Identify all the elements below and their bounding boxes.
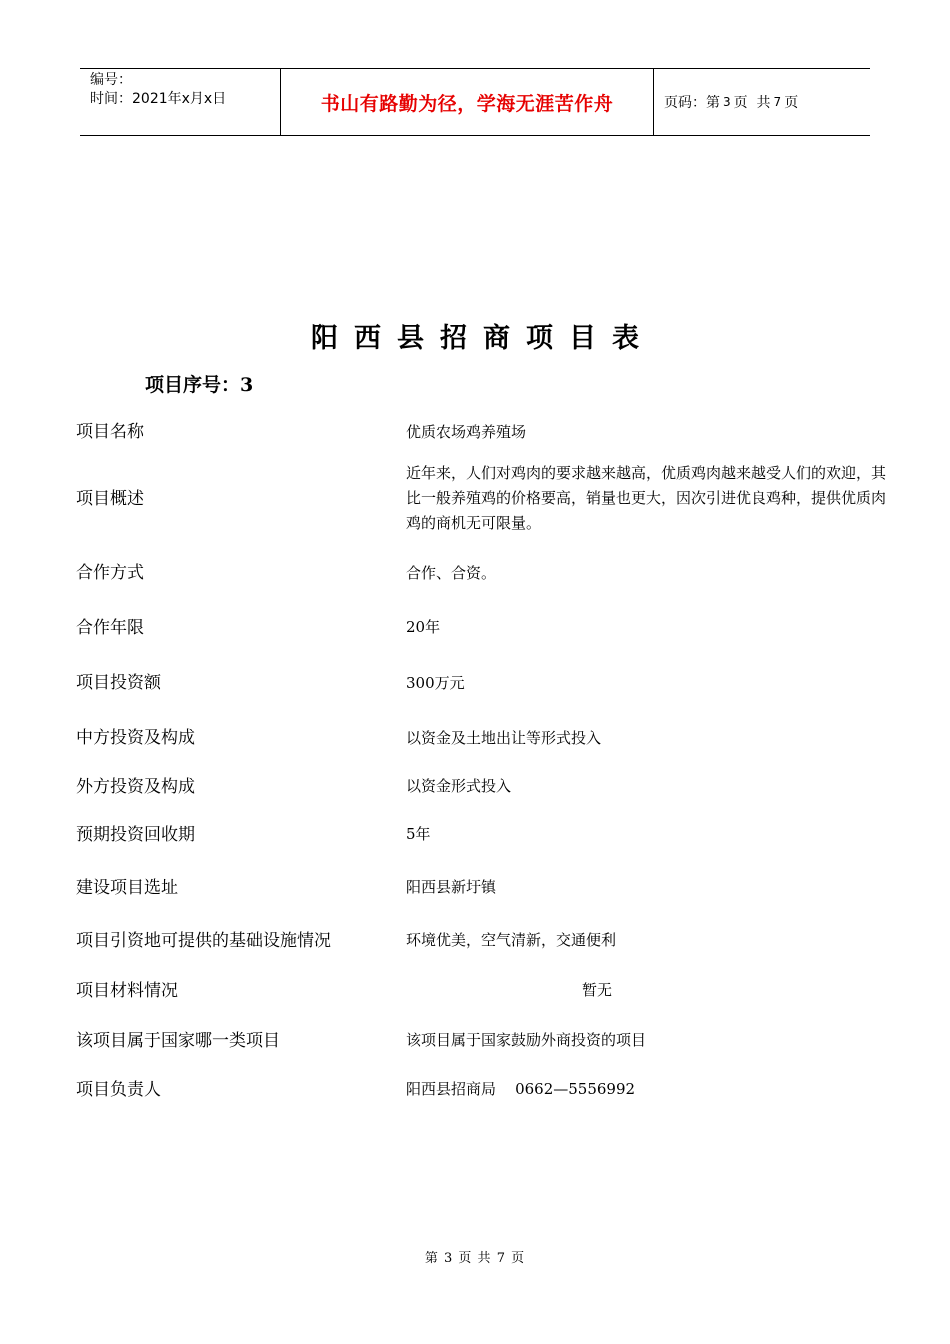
header-page-cell [654, 69, 870, 135]
serial-number-label: 编号： [90, 72, 132, 88]
row-label-infrastructure: 项目引资地可提供的基础设施情况 [76, 931, 331, 951]
row-label-project-category: 该项目属于国家哪一类项目 [76, 1031, 280, 1051]
row-value-chinese-investment: 以资金及土地出让等形式投入 [406, 729, 602, 747]
header-motto-cell [281, 69, 654, 135]
row-label-project-overview: 项目概述 [76, 489, 144, 509]
row-value-cooperation-term: 20年 [406, 618, 441, 636]
row-label-project-name: 项目名称 [76, 422, 144, 442]
page-mid-text: 页 共 [733, 95, 771, 111]
row-value-person-in-charge: 阳西县招商局 0662—5556992 [406, 1080, 636, 1098]
row-value-payback-period: 5年 [406, 825, 431, 843]
row-value-infrastructure: 环境优美，空气清新，交通便利 [406, 931, 617, 949]
row-label-payback-period: 预期投资回收期 [76, 825, 195, 845]
row-value-cooperation-mode: 合作、合资。 [406, 564, 497, 582]
row-value-project-name: 优质农场鸡养殖场 [406, 423, 527, 441]
page-header [80, 68, 870, 136]
project-serial: 项目序号：3 [145, 374, 254, 396]
row-label-project-site: 建设项目选址 [76, 878, 178, 898]
row-label-investment-amount: 项目投资额 [76, 673, 161, 693]
row-label-cooperation-term: 合作年限 [76, 618, 144, 638]
page-footer: 第 3 页 共 7 页 [424, 1251, 526, 1266]
row-label-cooperation-mode: 合作方式 [76, 563, 144, 583]
page-current-number: 3 [723, 95, 731, 109]
row-value-materials: 暂无 [582, 981, 613, 999]
motto-text: 书山有路勤为径，学海无涯苦作舟 [320, 92, 614, 115]
row-label-chinese-investment: 中方投资及构成 [76, 728, 195, 748]
row-label-person-in-charge: 项目负责人 [76, 1080, 161, 1100]
row-value-project-site: 阳西县新圩镇 [406, 878, 497, 896]
page-total-number: 7 [773, 95, 782, 109]
row-value-project-overview: 近年来，人们对鸡肉的要求越来越高，优质鸡肉越来越受人们的欢迎，其比一般养殖鸡的价格要高，销量也更大，因次引进优良鸡种，提供优质肉鸡的商机无可限量。 [406, 464, 887, 532]
page-suffix: 页 [784, 95, 799, 111]
document-title: 阳西县招商项目表 [311, 323, 655, 354]
page-prefix: 页码：第 [664, 95, 720, 111]
row-label-materials: 项目材料情况 [76, 981, 178, 1001]
row-value-project-category: 该项目属于国家鼓励外商投资的项目 [406, 1031, 647, 1049]
row-value-investment-amount: 300万元 [406, 674, 465, 692]
date-label: 时间：2021年x月x日 [90, 91, 227, 107]
row-value-foreign-investment: 以资金形式投入 [406, 777, 512, 795]
header-info-cell [80, 69, 281, 135]
row-label-foreign-investment: 外方投资及构成 [76, 777, 195, 797]
